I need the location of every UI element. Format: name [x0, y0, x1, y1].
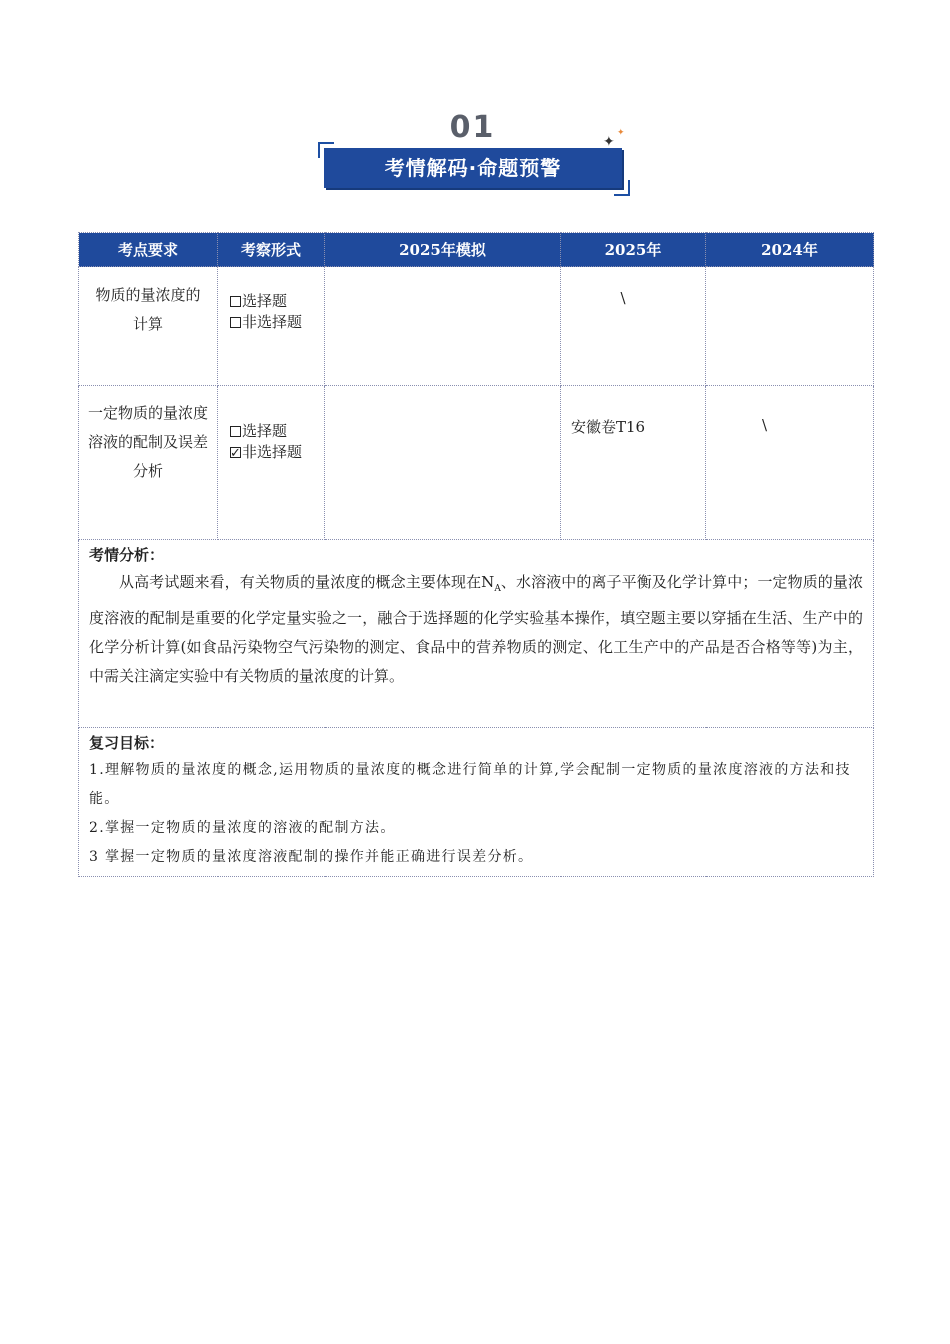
- checkbox-icon: [230, 426, 241, 437]
- column-header: 考察形式: [218, 233, 325, 267]
- table-row: [79, 386, 874, 540]
- sim-2025-cell: [325, 386, 561, 540]
- option-line: [230, 312, 324, 333]
- checked-checkbox-icon: [230, 447, 241, 458]
- analysis-text: 、水溶液中的离子平衡及化学计算中；一定物质的量浓度溶液的配制是重要的化学定量实验之一，融合于选择题的化学实验基本操作，填空题主要以穿插在生活、生产中的化学分析计算(如食品污染物空气污染物的测定、食品中的营养物质的测定、化工生产中的产品是否合格等等)为主，中需关注滴定实验中有关物质的量浓度的计算。: [89, 573, 863, 685]
- sim-2025-cell: [325, 267, 561, 386]
- checkbox-icon: [230, 296, 241, 307]
- exam-form-cell: [218, 267, 325, 386]
- column-header: 2025年: [561, 233, 706, 267]
- year-2024-cell: [706, 267, 874, 386]
- year-2025-cell: 安徽卷T16: [561, 386, 706, 540]
- exam-form-cell: [218, 386, 325, 540]
- topic-cell: 一定物质的量浓度溶液的配制及误差分析: [79, 386, 218, 540]
- goals-row: [79, 728, 874, 877]
- year-2025-cell: \: [561, 267, 706, 386]
- sparkle-icon: ✦: [617, 128, 625, 138]
- year-2024-cell: \: [706, 386, 874, 540]
- column-header: 考点要求: [79, 233, 218, 267]
- section-number: 01: [449, 110, 496, 145]
- banner-title: 考情解码·命题预警: [324, 148, 622, 188]
- section-banner: [314, 128, 632, 198]
- option-line: [230, 442, 324, 463]
- subscript: A: [494, 584, 501, 594]
- table-header-row: [79, 233, 874, 267]
- option-line: [230, 291, 324, 312]
- topic-cell: 物质的量浓度的计算: [79, 267, 218, 386]
- goal-item: 1.理解物质的量浓度的概念,运用物质的量浓度的概念进行简单的计算,学会配制一定物质的量浓度溶液的方法和技能。: [89, 762, 851, 807]
- option-label: 选择题: [242, 422, 288, 440]
- column-header: 2025年模拟: [325, 233, 561, 267]
- goals-cell: [79, 728, 874, 877]
- option-line: [230, 421, 324, 442]
- option-label: 选择题: [242, 292, 288, 310]
- option-label: 非选择题: [242, 443, 303, 461]
- analysis-text: 从高考试题来看，有关物质的量浓度的概念主要体现在N: [119, 573, 495, 591]
- analysis-label: 考情分析：: [89, 546, 165, 564]
- goals-list: [89, 756, 863, 876]
- option-label: 非选择题: [242, 313, 303, 331]
- goals-label: 复习目标：: [89, 734, 165, 752]
- table-row: [79, 267, 874, 386]
- goal-item: 2.掌握一定物质的量浓度的溶液的配制方法。: [89, 820, 396, 836]
- sparkle-icon: ✦: [603, 134, 615, 150]
- analysis-cell: [79, 540, 874, 728]
- column-header: 2024年: [706, 233, 874, 267]
- analysis-row: [79, 540, 874, 728]
- checkbox-icon: [230, 317, 241, 328]
- goal-item: 3 掌握一定物质的量浓度溶液配制的操作并能正确进行误差分析。: [89, 849, 534, 865]
- exam-info-table: [78, 232, 874, 877]
- analysis-paragraph: [89, 568, 863, 727]
